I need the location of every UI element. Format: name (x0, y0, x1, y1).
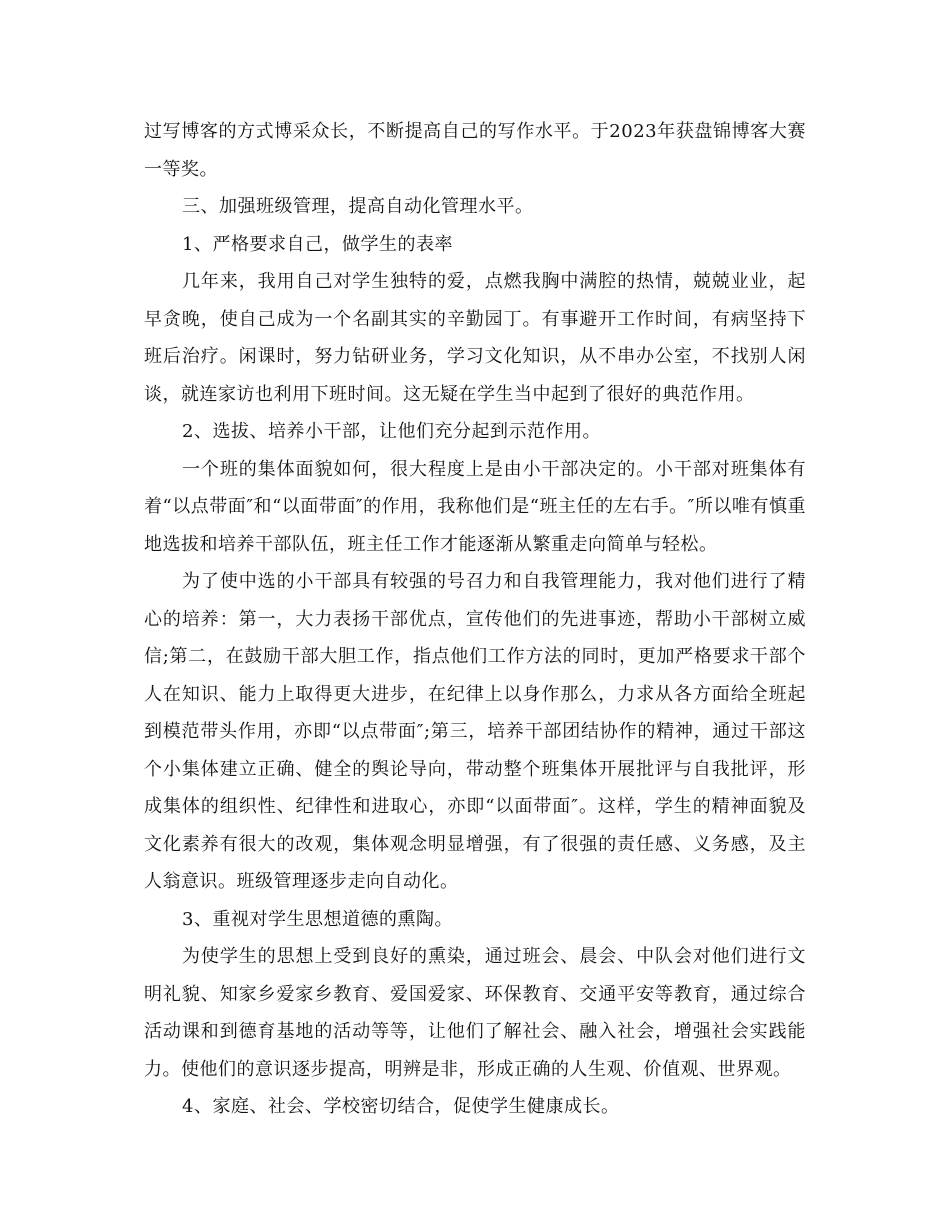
subheading-strict-self: 1、严格要求自己，做学生的表率 (182, 233, 453, 255)
document-body (144, 113, 806, 1126)
paragraph-cadre-training: 为了使中选的小干部具有较强的号召力和自我管理能力，我对他们进行了精心的培养：第一，大力表扬干部优点，宣传他们的先进事迹，帮助小干部树立威信;第二，在鼓励干部大胆工作，指点他们工作方法的同时，更加严格要求干部个人在知识、能力上取得更大进步，在纪律上以身作那么，力求从各方面给全班起到模范带头作用，亦即“以点带面″;第三，培养干部团结协作的精神，通过干部这个小集体建立正确、健全的舆论导向，带动整个班集体开展批评与自我批评，形成集体的组织性、纪律性和进取心，亦即“以面带面″。这样，学生的精神面貌及文化素养有很大的改观，集体观念明显增强，有了很强的责任感、义务感，及主人翁意识。班级管理逐步走向自动化。 (144, 571, 806, 892)
paragraph-moral-activities: 为使学生的思想上受到良好的熏染，通过班会、晨会、中队会对他们进行文明礼貌、知家乡爱家乡教育、爱国爱家、环保教育、交通平安等教育，通过综合活动课和到德育基地的活动等等，让他们了解社会、融入社会，增强社会实践能力。使他们的意识逐步提高，明辨是非，形成正确的人生观、价值观、世界观。 (144, 946, 806, 1080)
section-heading-class-management: 三、加强班级管理，提高自动化管理水平。 (182, 196, 534, 217)
subheading-home-school: 4、家庭、社会、学校密切结合，促使学生健康成长。 (182, 1096, 620, 1117)
subheading-moral-education: 3、重视对学生思想道德的熏陶。 (182, 908, 453, 930)
paragraph-cadre-importance: 一个班的集体面貌如何，很大程度上是由小干部决定的。小干部对班集体有着“以点带面″和“以面带面″的作用，我称他们是“班主任的左右手。″所以唯有慎重地选拔和培养干部队伍，班主任工作才能逐渐从繁重走向简单与轻松。 (144, 458, 806, 555)
paragraph-role-model: 几年来，我用自己对学生独特的爱，点燃我胸中满腔的热情，兢兢业业，起早贪晚，使自己成为一个名副其实的辛勤园丁。有事避开工作时间，有病坚持下班后治疗。闲课时，努力钻研业务，学习文化知识，从不串办公室，不找别人闲谈，就连家访也利用下班时间。这无疑在学生当中起到了很好的典范作用。 (144, 271, 806, 405)
paragraph-continuation: 过写博客的方式博采众长，不断提高自己的写作水平。于2023年获盘锦博客大赛一等奖。 (144, 121, 806, 180)
subheading-student-cadres: 2、选拔、培养小干部，让他们充分起到示范作用。 (182, 421, 601, 442)
